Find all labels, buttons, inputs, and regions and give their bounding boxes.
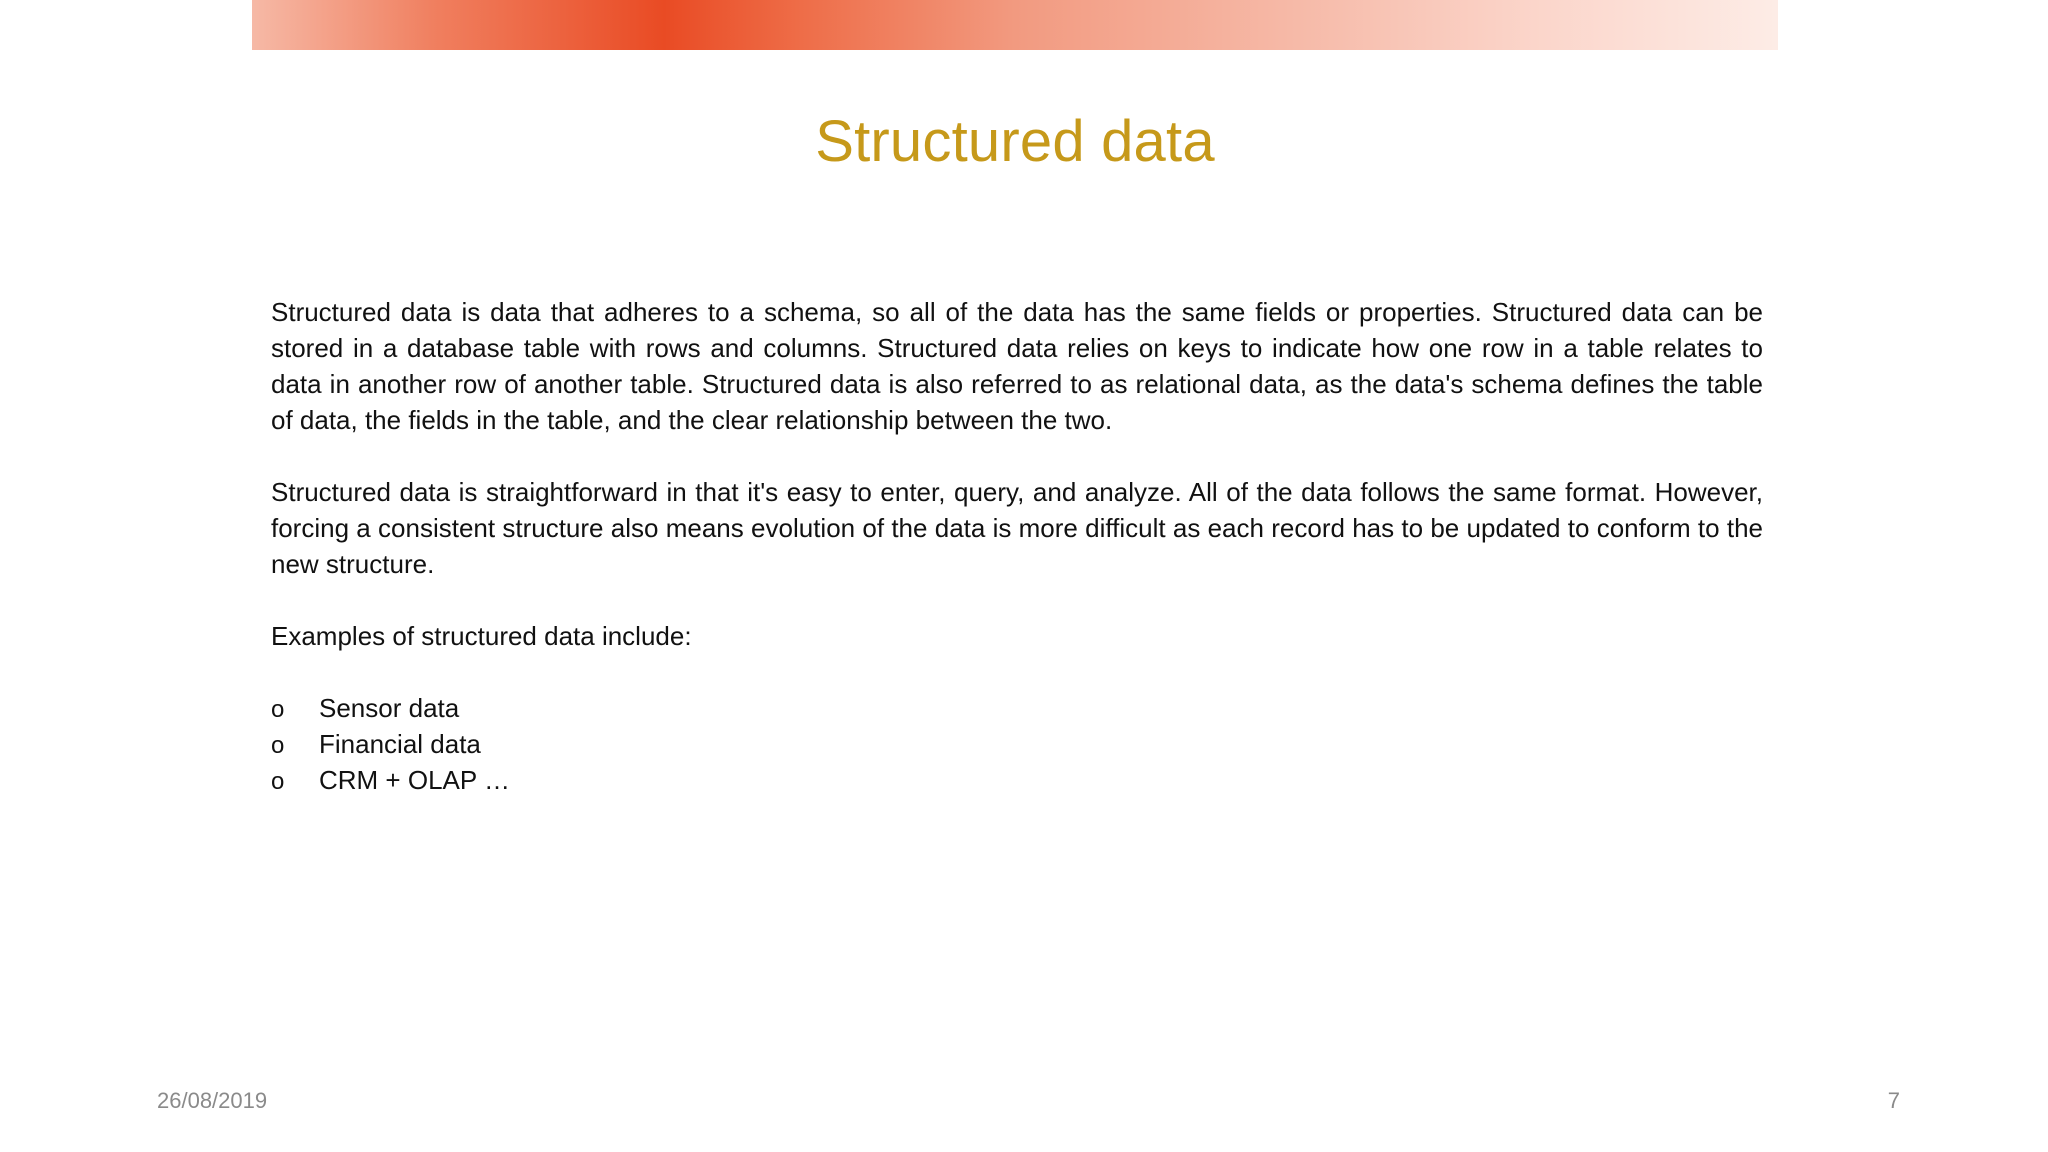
top-gradient-band bbox=[252, 0, 1778, 50]
slide-body bbox=[271, 294, 1763, 798]
examples-list bbox=[271, 690, 1763, 798]
list-item bbox=[271, 726, 1763, 762]
circle-bullet-icon: o bbox=[271, 768, 285, 795]
list-item-label: CRM + OLAP … bbox=[319, 765, 510, 795]
footer-date: 26/08/2019 bbox=[157, 1088, 268, 1113]
paragraph-tradeoffs: Structured data is straightforward in that it's easy to enter, query, and analyze. All of the data follows the same format. However, forcing a consistent structure also means evolution of the data is more difficult as each record has to be updated to conform to the new structure. bbox=[271, 477, 1763, 579]
examples-intro: Examples of structured data include: bbox=[271, 621, 692, 651]
footer-page-number: 7 bbox=[1887, 1088, 1900, 1113]
list-item bbox=[271, 690, 1763, 726]
paragraph-definition: Structured data is data that adheres to a schema, so all of the data has the same fields or properties. Structured data can be stored in a database table with rows and columns. Structured data relies on keys to indicate how one row in a table relates to data in another row of another table. Structured data is also referred to as relational data, as the data's schema defines the table of data, the fields in the table, and the clear relationship between the two. bbox=[271, 297, 1763, 435]
list-item-label: Sensor data bbox=[319, 693, 460, 723]
circle-bullet-icon: o bbox=[271, 696, 285, 723]
circle-bullet-icon: o bbox=[271, 732, 285, 759]
list-item-label: Financial data bbox=[319, 729, 481, 759]
list-item bbox=[271, 762, 1763, 798]
slide-title: Structured data bbox=[815, 108, 1215, 174]
